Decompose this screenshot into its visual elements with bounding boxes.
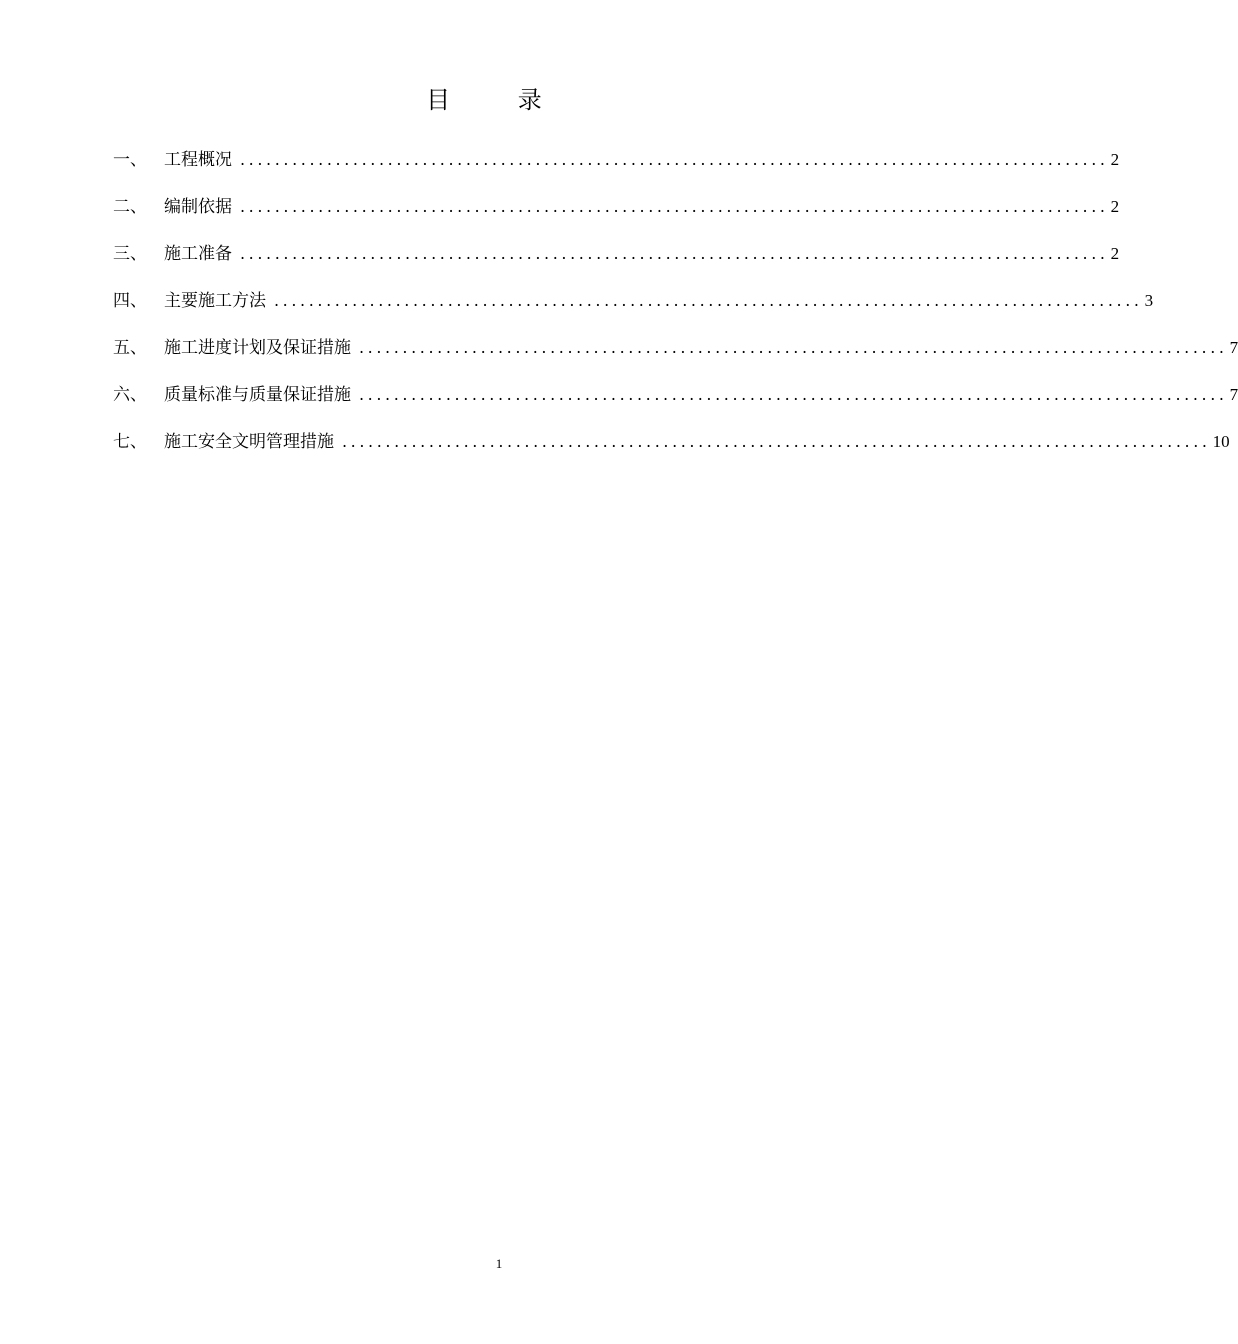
- toc-entry-label: 质量标准与质量保证措施: [164, 385, 351, 405]
- toc-entry-page: 2: [1110, 244, 1120, 263]
- toc-entry-page: 10: [1212, 432, 1230, 451]
- toc-entry-number: 七、: [113, 432, 147, 452]
- toc-dot-leader: ....................................................................................................: [359, 338, 1228, 357]
- toc-dot-leader: ....................................................................................................: [240, 150, 1109, 169]
- toc-entry[interactable]: [0, 192, 1120, 222]
- toc-entry-label: 施工进度计划及保证措施: [164, 338, 351, 358]
- toc-entry[interactable]: [0, 286, 1154, 316]
- toc-entry-label: 工程概况: [164, 150, 232, 170]
- toc-entry-number: 五、: [113, 338, 147, 358]
- toc-entry[interactable]: [0, 145, 1120, 175]
- toc-entry-label: 施工安全文明管理措施: [164, 432, 334, 452]
- toc-entry[interactable]: [0, 333, 1238, 363]
- toc-entry-number: 六、: [113, 385, 147, 405]
- toc-entry[interactable]: [0, 380, 1238, 410]
- toc-entry-label: 编制依据: [164, 197, 232, 217]
- toc-entry-page: 2: [1110, 197, 1120, 216]
- toc-dot-leader: ....................................................................................................: [342, 432, 1211, 451]
- toc-dot-leader: ....................................................................................................: [359, 385, 1228, 404]
- toc-entry-label: 主要施工方法: [164, 291, 266, 311]
- toc-entry-number: 四、: [113, 291, 147, 311]
- toc-dot-leader: ....................................................................................................: [240, 197, 1109, 216]
- toc-entry-page: 7: [1229, 338, 1238, 357]
- toc-entry-label: 施工准备: [164, 244, 232, 264]
- toc-title: 目 录: [426, 86, 572, 114]
- toc-entry-number: 三、: [113, 244, 147, 264]
- toc-entry[interactable]: [0, 239, 1120, 269]
- toc-entry-page: 2: [1110, 150, 1120, 169]
- toc-dot-leader: ....................................................................................................: [274, 291, 1143, 310]
- toc-entry-number: 一、: [113, 150, 147, 170]
- toc-entry-page: 7: [1229, 385, 1238, 404]
- toc-entry-page: 3: [1144, 291, 1154, 310]
- toc-entry[interactable]: [0, 427, 1230, 457]
- toc-dot-leader: ....................................................................................................: [240, 244, 1109, 263]
- toc-entry-number: 二、: [113, 197, 147, 217]
- page-number: 1: [495, 1256, 503, 1271]
